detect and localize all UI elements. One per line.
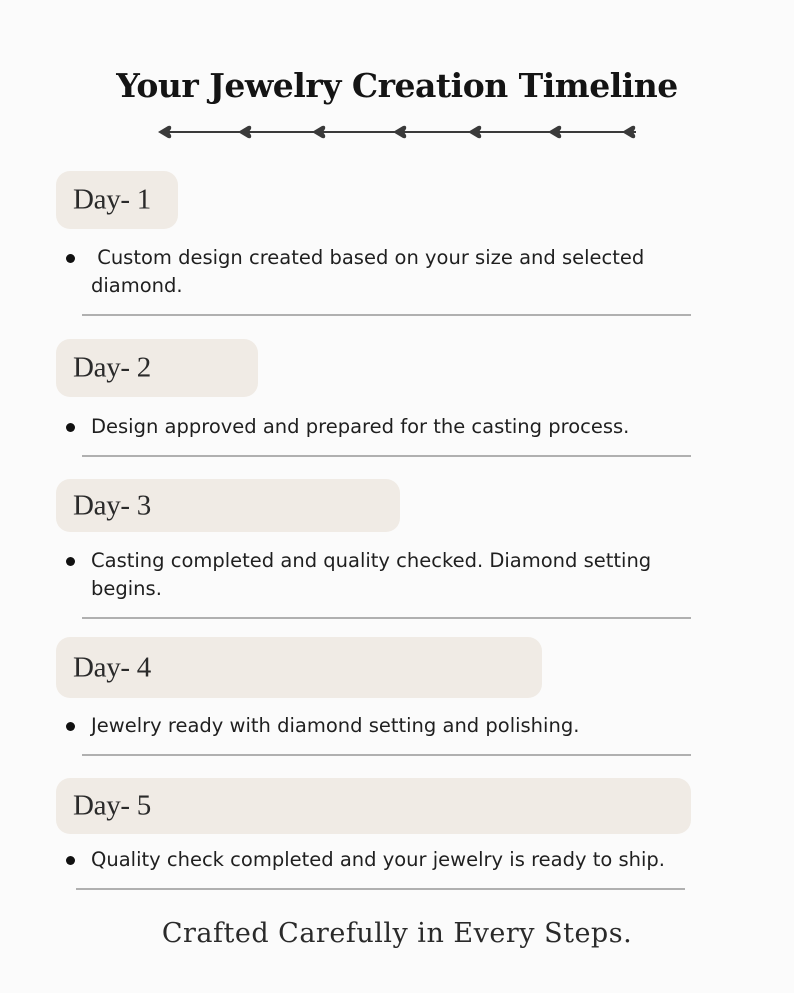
divider-rule [82, 617, 691, 619]
day-2-label: Day- 2 [73, 351, 151, 384]
day-4-description: Jewelry ready with diamond setting and polishing. [91, 714, 580, 737]
divider-rule [76, 888, 685, 890]
bullet-icon [66, 856, 75, 865]
day-1-description: Custom design created based on your size and selected diamond. [91, 246, 645, 297]
heart-divider-icon [150, 120, 644, 144]
bullet-icon [66, 423, 75, 432]
bullet-icon [66, 722, 75, 731]
day-3-description: Casting completed and quality checked. Diamond setting begins. [91, 549, 652, 600]
day-2-description: Design approved and prepared for the casting process. [91, 415, 630, 438]
bullet-icon [66, 254, 75, 263]
day-4-header [56, 637, 542, 698]
bullet-icon [66, 557, 75, 566]
footer-tagline: Crafted Carefully in Every Steps. [161, 918, 633, 949]
day-2-header [56, 339, 258, 397]
page-title: Your Jewelry Creation Timeline [116, 66, 678, 105]
divider-rule [82, 314, 691, 316]
day-1-label: Day- 1 [73, 183, 151, 216]
day-5-description: Quality check completed and your jewelry is ready to ship. [91, 848, 666, 871]
day-5-label: Day- 5 [73, 789, 151, 822]
divider-rule [82, 455, 691, 457]
divider-rule [82, 754, 691, 756]
day-4-label: Day- 4 [73, 651, 151, 683]
day-5-header [56, 778, 691, 834]
day-3-label: Day- 3 [73, 489, 151, 521]
day-1-header [56, 171, 178, 229]
day-3-header [56, 479, 400, 532]
